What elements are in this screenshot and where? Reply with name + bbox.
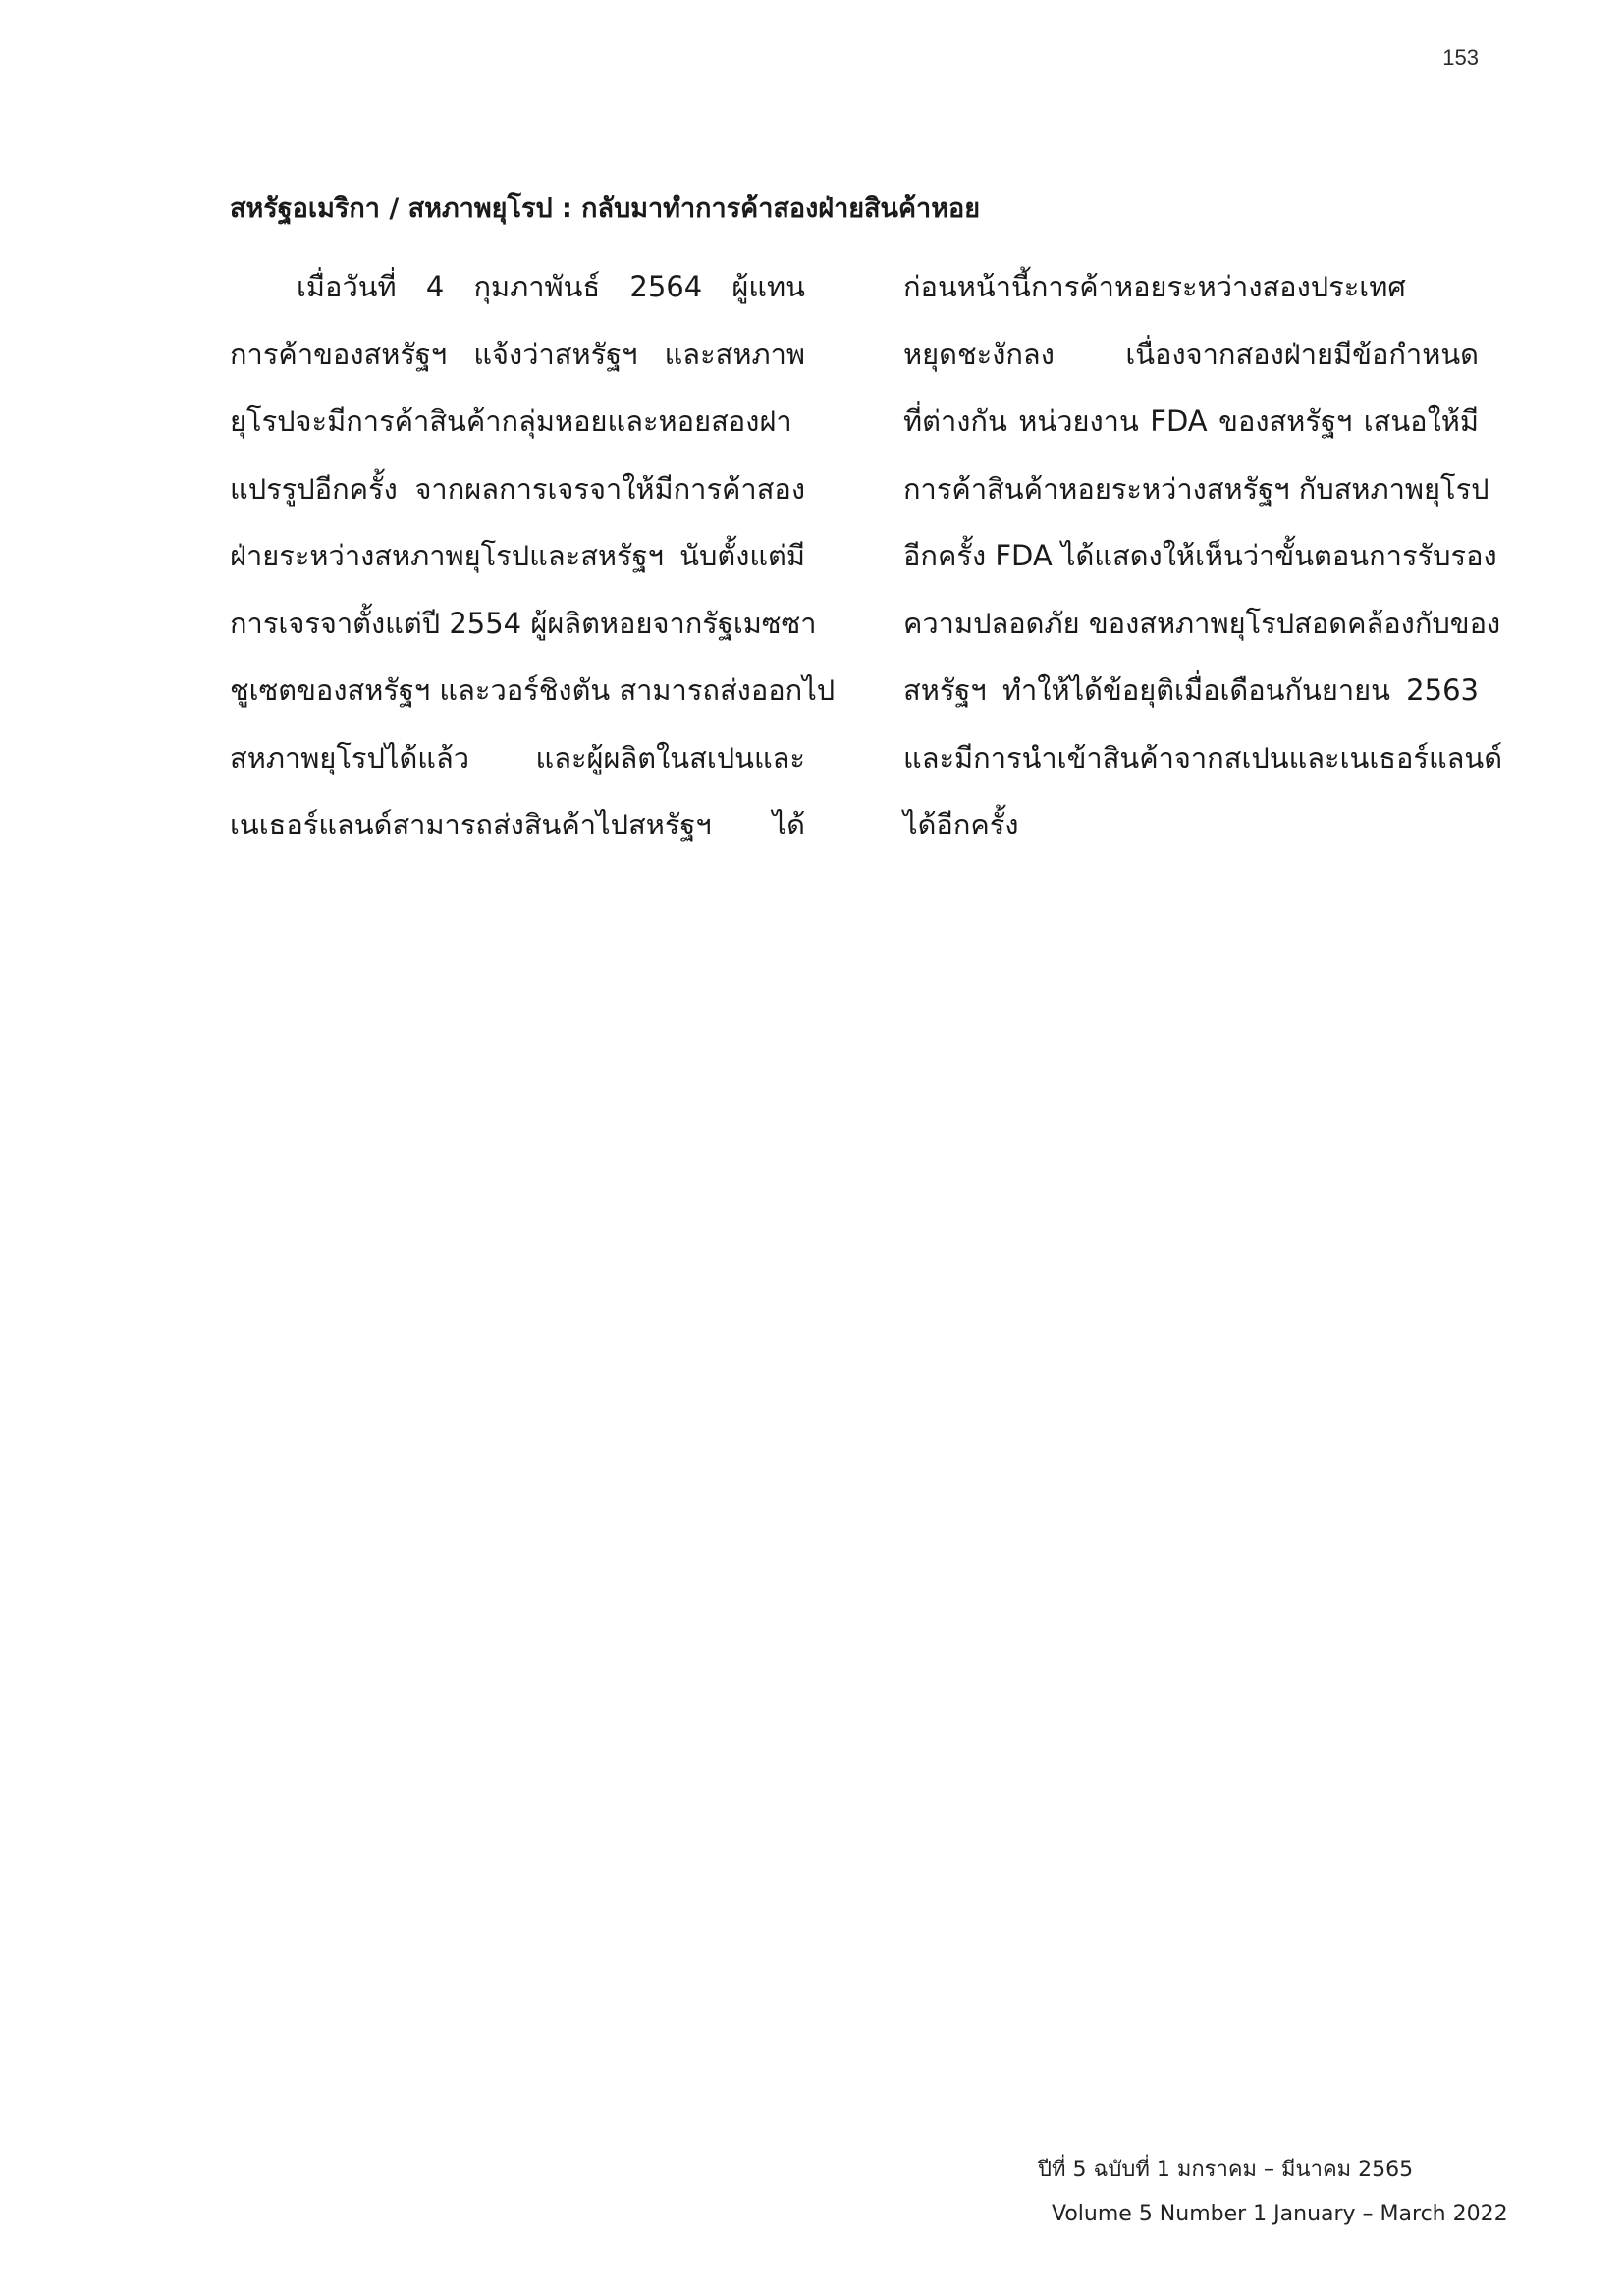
left-line-6: การเจรจาตั้งแต่ปี 2554 ผู้ผลิตหอยจากรัฐเมซซา bbox=[230, 606, 817, 640]
left-line-1: เมื่อวันที่ 4 กุมภาพันธ์ 2564 ผู้แทน bbox=[297, 270, 805, 303]
left-line-2: การค้าของสหรัฐฯ แจ้งว่าสหรัฐฯ และสหภาพ bbox=[230, 337, 805, 371]
right-line-8: และมีการนำเข้าสินค้าจากสเปนและเนเธอร์แลนด์ bbox=[903, 740, 1503, 774]
left-line-5: ฝ่ายระหว่างสหภาพยุโรปและสหรัฐฯ นับตั้งแต่มี bbox=[230, 539, 805, 572]
left-line-7: ชูเซตของสหรัฐฯ และวอร์ชิงตัน สามารถส่งออกไป bbox=[230, 673, 836, 707]
right-line-5: อีกครั้ง FDA ได้แสดงให้เห็นว่าขั้นตอนการรับรอง bbox=[903, 539, 1497, 572]
left-line-3: ยุโรปจะมีการค้าสินค้ากลุ่มหอยและหอยสองฝา bbox=[230, 404, 792, 438]
footer-issue-english: Volume 5 Number 1 January – March 2022 bbox=[1052, 2202, 1508, 2226]
left-line-9: เนเธอร์แลนด์สามารถส่งสินค้าไปสหรัฐฯ ได้ bbox=[230, 808, 805, 841]
right-line-1: ก่อนหน้านี้การค้าหอยระหว่างสองประเทศ bbox=[903, 270, 1406, 303]
footer-issue-thai: ปีที่ 5 ฉบับที่ 1 มกราคม – มีนาคม 2565 bbox=[1038, 2158, 1414, 2182]
right-line-3: ที่ต่างกัน หน่วยงาน FDA ของสหรัฐฯ เสนอให้มี bbox=[903, 404, 1479, 438]
right-line-2: หยุดชะงักลง เนื่องจากสองฝ่ายมีข้อกำหนด bbox=[903, 337, 1479, 371]
right-column bbox=[903, 253, 1503, 859]
left-line-4: แปรรูปอีกครั้ง จากผลการเจรจาให้มีการค้าสอง bbox=[230, 471, 805, 506]
page-number: 153 bbox=[1442, 45, 1479, 70]
right-line-9: ได้อีกครั้ง bbox=[903, 808, 1019, 841]
right-line-4: การค้าสินค้าหอยระหว่างสหรัฐฯ กับสหภาพยุโรป bbox=[903, 471, 1489, 506]
right-line-6: ความปลอดภัย ของสหภาพยุโรปสอดคล้องกับของ bbox=[903, 606, 1501, 640]
article-heading: สหรัฐอเมริกา / สหภาพยุโรป : กลับมาทำการค้าสองฝ่ายสินค้าหอย bbox=[230, 193, 981, 224]
right-line-7: สหรัฐฯ ทำให้ได้ข้อยุติเมื่อเดือนกันยายน 2563 bbox=[903, 673, 1479, 707]
left-line-8: สหภาพยุโรปได้แล้ว และผู้ผลิตในสเปนและ bbox=[230, 740, 805, 774]
left-column bbox=[230, 253, 836, 859]
